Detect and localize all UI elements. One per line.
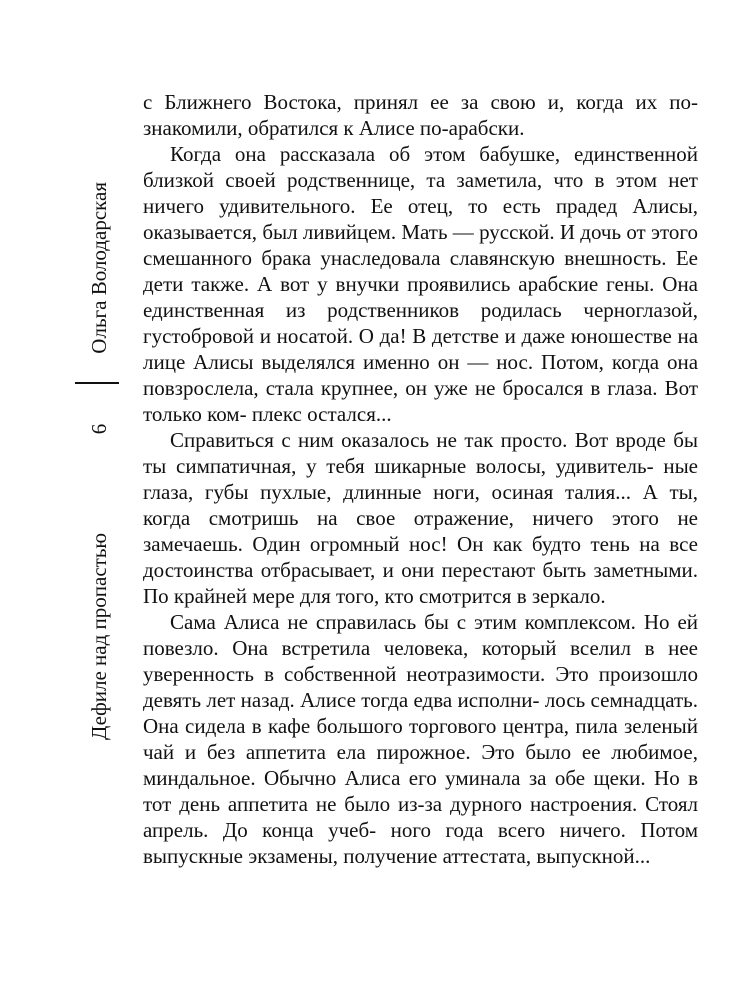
- paragraph-4: [143, 609, 698, 869]
- text-line: заметными. По крайней мере для того, кто смотрится: [143, 558, 698, 608]
- text-line: близкой своей родственнице, та заметила, что в этом нет: [143, 168, 698, 192]
- text-line: не замечаешь. Один огромный нос! Он как будто тень: [143, 506, 698, 556]
- text-line: А ты, когда смотришь на свое отражение, ничего этого: [143, 480, 699, 530]
- text-line: из-за дурного настроения. Стоял апрель. До конца учеб-: [143, 792, 698, 842]
- text-line: арабские гены. Она единственная из родственников: [143, 272, 698, 322]
- text-line: ные глаза, губы пухлые, длинные ноги, осиная талия...: [143, 454, 698, 504]
- paragraph-2: [143, 141, 698, 427]
- text-line: именно он — нос. Потом, когда она повзрослела, стала: [143, 350, 699, 400]
- text-line: центра, пила зеленый чай и без аппетита ела пирожное.: [143, 714, 699, 764]
- author-name: Ольга Володарская: [87, 182, 111, 354]
- text-line: плекс остался...: [251, 402, 392, 426]
- running-head-rule: [75, 382, 119, 384]
- page-number: [84, 394, 114, 464]
- text-line: Сама Алиса не справилась бы с этим комплексом. Но: [170, 610, 670, 634]
- paragraph-1: [143, 89, 698, 141]
- text-line: в нее уверенность в собственной неотразимости. Это: [143, 636, 699, 686]
- text-line: с Ближнего Востока, принял ее за свою и, когда их по-: [143, 90, 698, 114]
- text-line: лось семнадцать. Она сидела в кафе большого торгового: [143, 688, 699, 738]
- text-line: произошло девять лет назад. Алисе тогда едва исполни-: [143, 662, 699, 712]
- text-line: на все достоинства отбрасывает, и они перестают быть: [143, 532, 698, 582]
- text-line: ного года всего ничего. Потом выпускные экзамены,: [143, 818, 699, 868]
- text-line: внешность. Ее дети также. А вот у внучки проявились: [143, 246, 698, 296]
- running-head-book-title: [84, 470, 114, 740]
- page-number-text: 6: [87, 423, 111, 435]
- text-line: ей повезло. Она встретила человека, который вселил: [143, 610, 698, 660]
- text-line: В детстве и даже юношестве на лице Алисы выделялся: [143, 324, 699, 374]
- text-line: в зеркало.: [516, 584, 606, 608]
- paragraph-3: [143, 427, 698, 609]
- text-line: знакомили, обратился к Алисе по-арабски.: [143, 116, 525, 140]
- text-line: оказывается, был ливийцем. Мать — русской. И дочь: [143, 220, 622, 244]
- text-line: Когда она рассказала об этом бабушке, единственной: [170, 142, 698, 166]
- text-line: получение аттестата, выпускной...: [343, 844, 651, 868]
- text-line: ничего удивительного. Ее отец, то есть прадед Алисы,: [143, 194, 698, 218]
- text-line: крупнее, он уже не бросался в глаза. Вот только ком-: [143, 376, 698, 426]
- text-line: Справиться с ним оказалось не так просто. Вот вроде: [170, 428, 666, 452]
- book-title-text: Дефиле над пропастью: [87, 532, 111, 740]
- text-line: от этого смешанного брака унаследовала славянскую: [143, 220, 698, 270]
- text-line: родилась черноглазой, густобровой и носатой. О да!: [143, 298, 699, 348]
- body-text: [143, 89, 698, 869]
- text-line: уминала за обе щеки. Но в тот день аппетита не было: [143, 766, 699, 816]
- text-line: Это было ее любимое, миндальное. Обычно Алиса его: [143, 740, 698, 790]
- text-line: бы ты симпатичная, у тебя шикарные волосы, удивитель-: [143, 428, 699, 478]
- running-head-author: [84, 182, 114, 382]
